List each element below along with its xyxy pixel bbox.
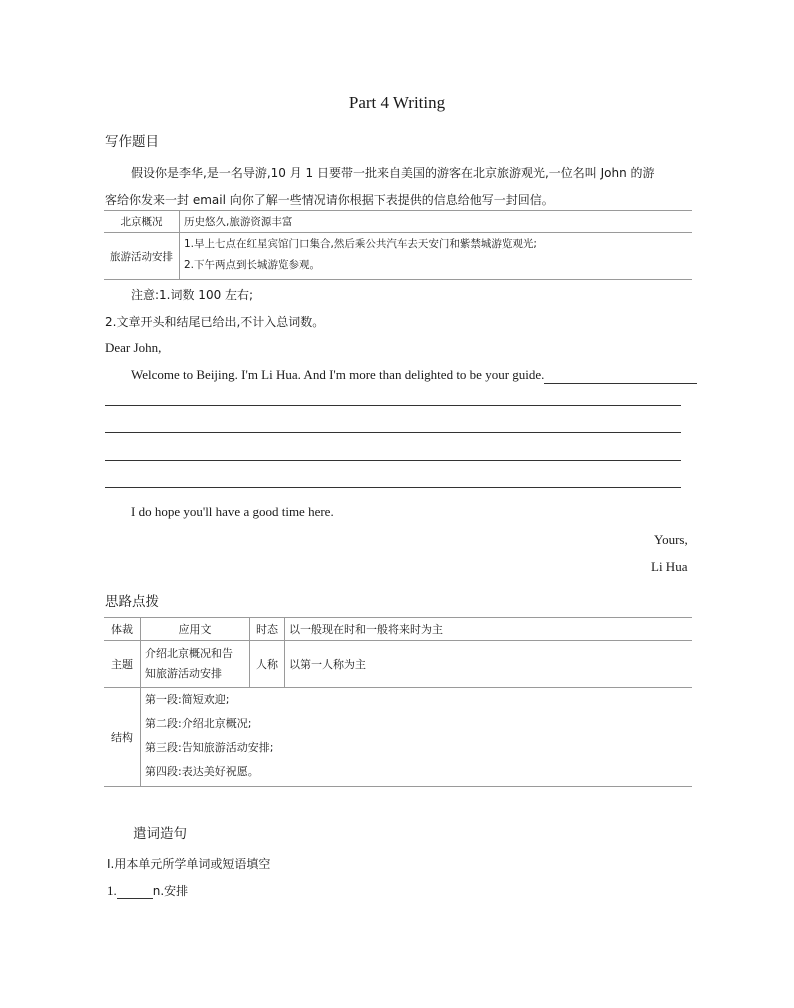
ideas-table bbox=[104, 617, 692, 787]
info-value-overview: 历史悠久,旅游资源丰富 bbox=[180, 211, 693, 233]
schedule-line-2: 2.下午两点到长城游览参观。 bbox=[184, 259, 321, 271]
page-title: Part 4 Writing bbox=[348, 93, 446, 112]
exercise-item-1 bbox=[107, 882, 188, 899]
topic-value bbox=[141, 641, 250, 688]
info-value-schedule bbox=[180, 233, 693, 280]
task-paragraph-line-1: 假设你是李华,是一名导游,10 月 1 日要带一批来自美国的游客在北京旅游观光,一位名叫 John 的游 bbox=[131, 166, 655, 180]
tense-value: 以一般现在时和一般将来时为主 bbox=[285, 618, 693, 641]
letter-sign-off: Yours, bbox=[654, 532, 688, 547]
letter-closing: I do hope you'll have a good time here. bbox=[131, 504, 334, 519]
exercise-1-hint: n.安排 bbox=[152, 884, 189, 898]
topic-label: 主题 bbox=[104, 641, 141, 688]
task-heading: 写作题目 bbox=[105, 134, 159, 150]
structure-label: 结构 bbox=[104, 688, 141, 787]
tense-label: 时态 bbox=[250, 618, 285, 641]
letter-greeting: Dear John, bbox=[105, 340, 162, 355]
exercise-1-number: 1. bbox=[107, 883, 117, 898]
person-value: 以第一人称为主 bbox=[285, 641, 693, 688]
genre-value: 应用文 bbox=[141, 618, 250, 641]
vocab-heading: 遣词造句 bbox=[133, 826, 187, 842]
writing-blank-1[interactable] bbox=[544, 367, 697, 384]
info-table bbox=[104, 210, 692, 280]
ideas-row-genre bbox=[104, 618, 692, 641]
exercise-1-blank[interactable] bbox=[117, 884, 153, 899]
ideas-row-topic bbox=[104, 641, 692, 688]
letter-opening bbox=[131, 367, 697, 384]
person-label: 人称 bbox=[250, 641, 285, 688]
letter-signature: Li Hua bbox=[651, 559, 688, 574]
topic-value-line-1: 介绍北京概况和告 bbox=[145, 647, 233, 660]
structure-item-1: 第一段:简短欢迎; bbox=[145, 693, 230, 706]
schedule-line-1: 1.早上七点在红星宾馆门口集合,然后乘公共汽车去天安门和紫禁城游览观光; bbox=[184, 238, 537, 250]
writing-line-2[interactable] bbox=[105, 405, 681, 406]
letter-opening-text: Welcome to Beijing. I'm Li Hua. And I'm more than delighted to be your guide. bbox=[131, 367, 545, 382]
structure-item-2: 第二段:介绍北京概况; bbox=[145, 717, 252, 730]
genre-label: 体裁 bbox=[104, 618, 141, 641]
exercise-heading: Ⅰ.用本单元所学单词或短语填空 bbox=[107, 857, 271, 871]
note-2: 2.文章开头和结尾已给出,不计入总词数。 bbox=[105, 315, 325, 329]
info-label-overview: 北京概况 bbox=[104, 211, 180, 233]
writing-line-3[interactable] bbox=[105, 432, 681, 433]
ideas-heading: 思路点拨 bbox=[105, 594, 159, 610]
info-row-schedule bbox=[104, 233, 692, 280]
note-1: 注意:1.词数 100 左右; bbox=[131, 288, 254, 302]
task-paragraph-line-2: 客给你发来一封 email 向你了解一些情况请你根据下表提供的信息给他写一封回信。 bbox=[105, 193, 554, 207]
ideas-row-structure bbox=[104, 688, 692, 787]
info-label-schedule: 旅游活动安排 bbox=[104, 233, 180, 280]
structure-item-4: 第四段:表达美好祝愿。 bbox=[145, 765, 259, 778]
info-row-overview bbox=[104, 211, 692, 233]
structure-value bbox=[141, 688, 693, 787]
writing-line-5[interactable] bbox=[105, 487, 681, 488]
writing-line-4[interactable] bbox=[105, 460, 681, 461]
topic-value-line-2: 知旅游活动安排 bbox=[145, 667, 222, 680]
structure-item-3: 第三段:告知旅游活动安排; bbox=[145, 741, 274, 754]
